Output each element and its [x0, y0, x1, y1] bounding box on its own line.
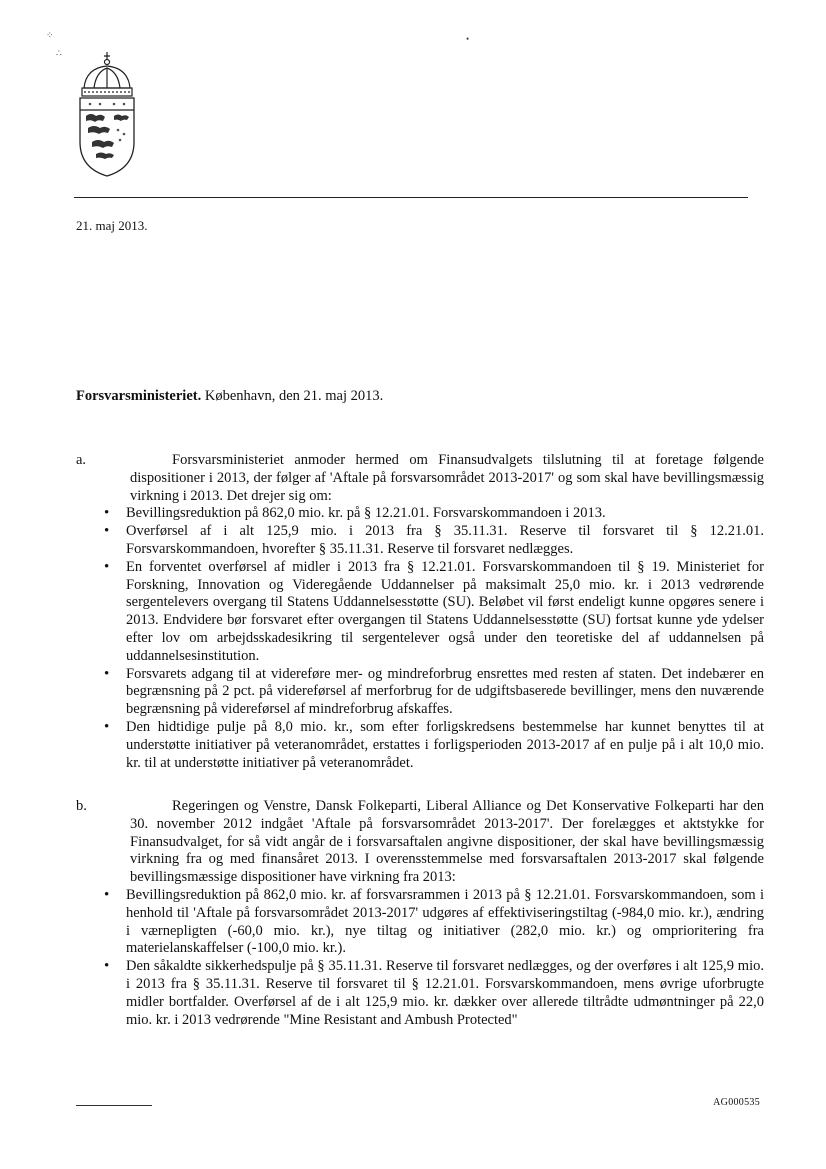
footnote-rule	[76, 1105, 152, 1106]
list-item	[76, 958, 764, 1029]
bullet-icon: •	[104, 665, 110, 682]
bullet-icon: •	[104, 558, 110, 575]
list-item-text: En forventet overførsel af midler i 2013 fra § 12.21.01. Forsvarskommandoen til § 19. Ministeriet for Forskning, Innovation og Videregående Uddannelser på maksimalt 25,0 mio. kr. i 2013 vedrørende sergentelevers overgang til Statens Uddannelsesstøtte (SU). Beløbet vil først endeligt kunne opgøres senere i 2013. Endvidere bør forsvaret efter overgangen til Statens Uddannelsesstøtte (SU) fortsat kunne yde ydelser efter lov om arbejdsskadesikring til sergentelever også under den teoretiske del af uddannelsen på uddannelsesinstitution.	[126, 558, 764, 664]
bullet-icon: •	[104, 718, 110, 735]
place-and-date: København, den 21. maj 2013.	[204, 388, 384, 404]
bullet-list	[76, 505, 764, 772]
list-item-text: Forsvarets adgang til at videreføre mer- og mindreforbrug ensrettes med resten af staten. Det indebærer en begrænsning på 2 pct. på videreførsel af merforbrug for de udgiftsbaserede bevillinger, mens den nuværende begrænsning på videreførsel af mindreforbrug afskaffes.	[126, 665, 764, 718]
document-id: AG000535	[713, 1097, 760, 1108]
list-item-text: Den hidtidige pulje på 8,0 mio. kr., som efter forligskredsens bestemmelse har kunnet benyttes til at understøtte initiativer på veteranområdet, erstattes i forligsperioden 2013-2017 af en pulje på i alt 10,0 mio. kr. til at understøtte initiativer på veteranområdet.	[126, 718, 764, 771]
scan-speck: ⁘	[46, 30, 54, 40]
list-item	[76, 523, 764, 559]
bullet-icon: •	[104, 505, 110, 522]
section-marker: a.	[76, 452, 87, 468]
list-item	[76, 559, 764, 666]
section-intro: Forsvarsministeriet anmoder hermed om Finansudvalgets tilslutning til at foretage følgende dispositioner i 2013, der følger af 'Aftale på forsvarsområdet 2013-2017' og som skal have bevillingsmæssig virkning i 2013. Det drejer sig om:	[130, 452, 764, 504]
bullet-icon: •	[104, 886, 110, 903]
list-item	[76, 666, 764, 719]
list-item	[76, 505, 764, 523]
scan-speck: ∴	[56, 48, 62, 58]
bullet-icon: •	[104, 523, 110, 540]
header-rule	[74, 197, 748, 198]
section-a	[76, 452, 764, 772]
document-date: 21. maj 2013.	[76, 218, 148, 233]
list-item-text: Bevillingsreduktion på 862,0 mio. kr. på § 12.21.01. Forsvarskommandoen i 2013.	[126, 505, 606, 522]
list-item-text: Den såkaldte sikkerhedspulje på § 35.11.31. Reserve til forsvaret nedlægges, og der overføres i alt 125,9 mio. i 2013 fra § 35.11.31. Reserve til forsvaret til § 12.21.01. Forsvarskommandoen, mens øvrige uforbrugte midler bortfalder. Overførsel af de i alt 125,9 mio. kr. dækker over allerede tiltrådte udmøntninger på 22,0 mio. kr. i 2013 vedrørende "Mine Resistant and Ambush Protected"	[126, 958, 764, 1028]
ministry-name: Forsvarsministeriet.	[76, 388, 202, 404]
section-b	[76, 798, 764, 1029]
list-item	[76, 719, 764, 772]
bullet-list	[76, 887, 764, 1029]
royal-coat-of-arms-icon	[74, 50, 140, 180]
list-item-text: Bevillingsreduktion på 862,0 mio. kr. af forsvarsrammen i 2013 på § 12.21.01. Forsvarskommandoen, som i henhold til 'Aftale på forsvarsområdet 2013-2017' udgøres af effektiviseringstiltag (-984,0 mio. kr.), ændring i værnepligten (-60,0 mio. kr.), nye tiltag og initiativer (282,0 mio. kr.) og omprioritering fra materielanskaffelser (-100,0 mio. kr.).	[126, 886, 764, 957]
list-item-text: Overførsel af i alt 125,9 mio. i 2013 fra § 35.11.31. Reserve til forsvaret til § 12.21.01. Forsvarskommandoen, hvorefter § 35.11.31. Reserve til forsvaret nedlægges.	[126, 523, 764, 557]
sender-line	[76, 388, 383, 405]
section-marker: b.	[76, 798, 87, 814]
bullet-icon: •	[104, 958, 110, 975]
section-intro: Regeringen og Venstre, Dansk Folkeparti, Liberal Alliance og Det Konservative Folkeparti har den 30. november 2012 indgået 'Aftale på forsvarsområdet 2013-2017'. Der forelægges et aktstykke for Finansudvalget, for så vidt angår de i forsvarsaftalen angivne dispositioner, der skal have bevillingsmæssig virkning fra og med finansåret 2013. I overensstemmelse med forsvarsaftalen 2013-2017 skal følgende bevillingsmæssige dispositioner have virkning fra 2013:	[130, 798, 764, 886]
scan-speck: •	[466, 34, 470, 44]
list-item	[76, 887, 764, 958]
